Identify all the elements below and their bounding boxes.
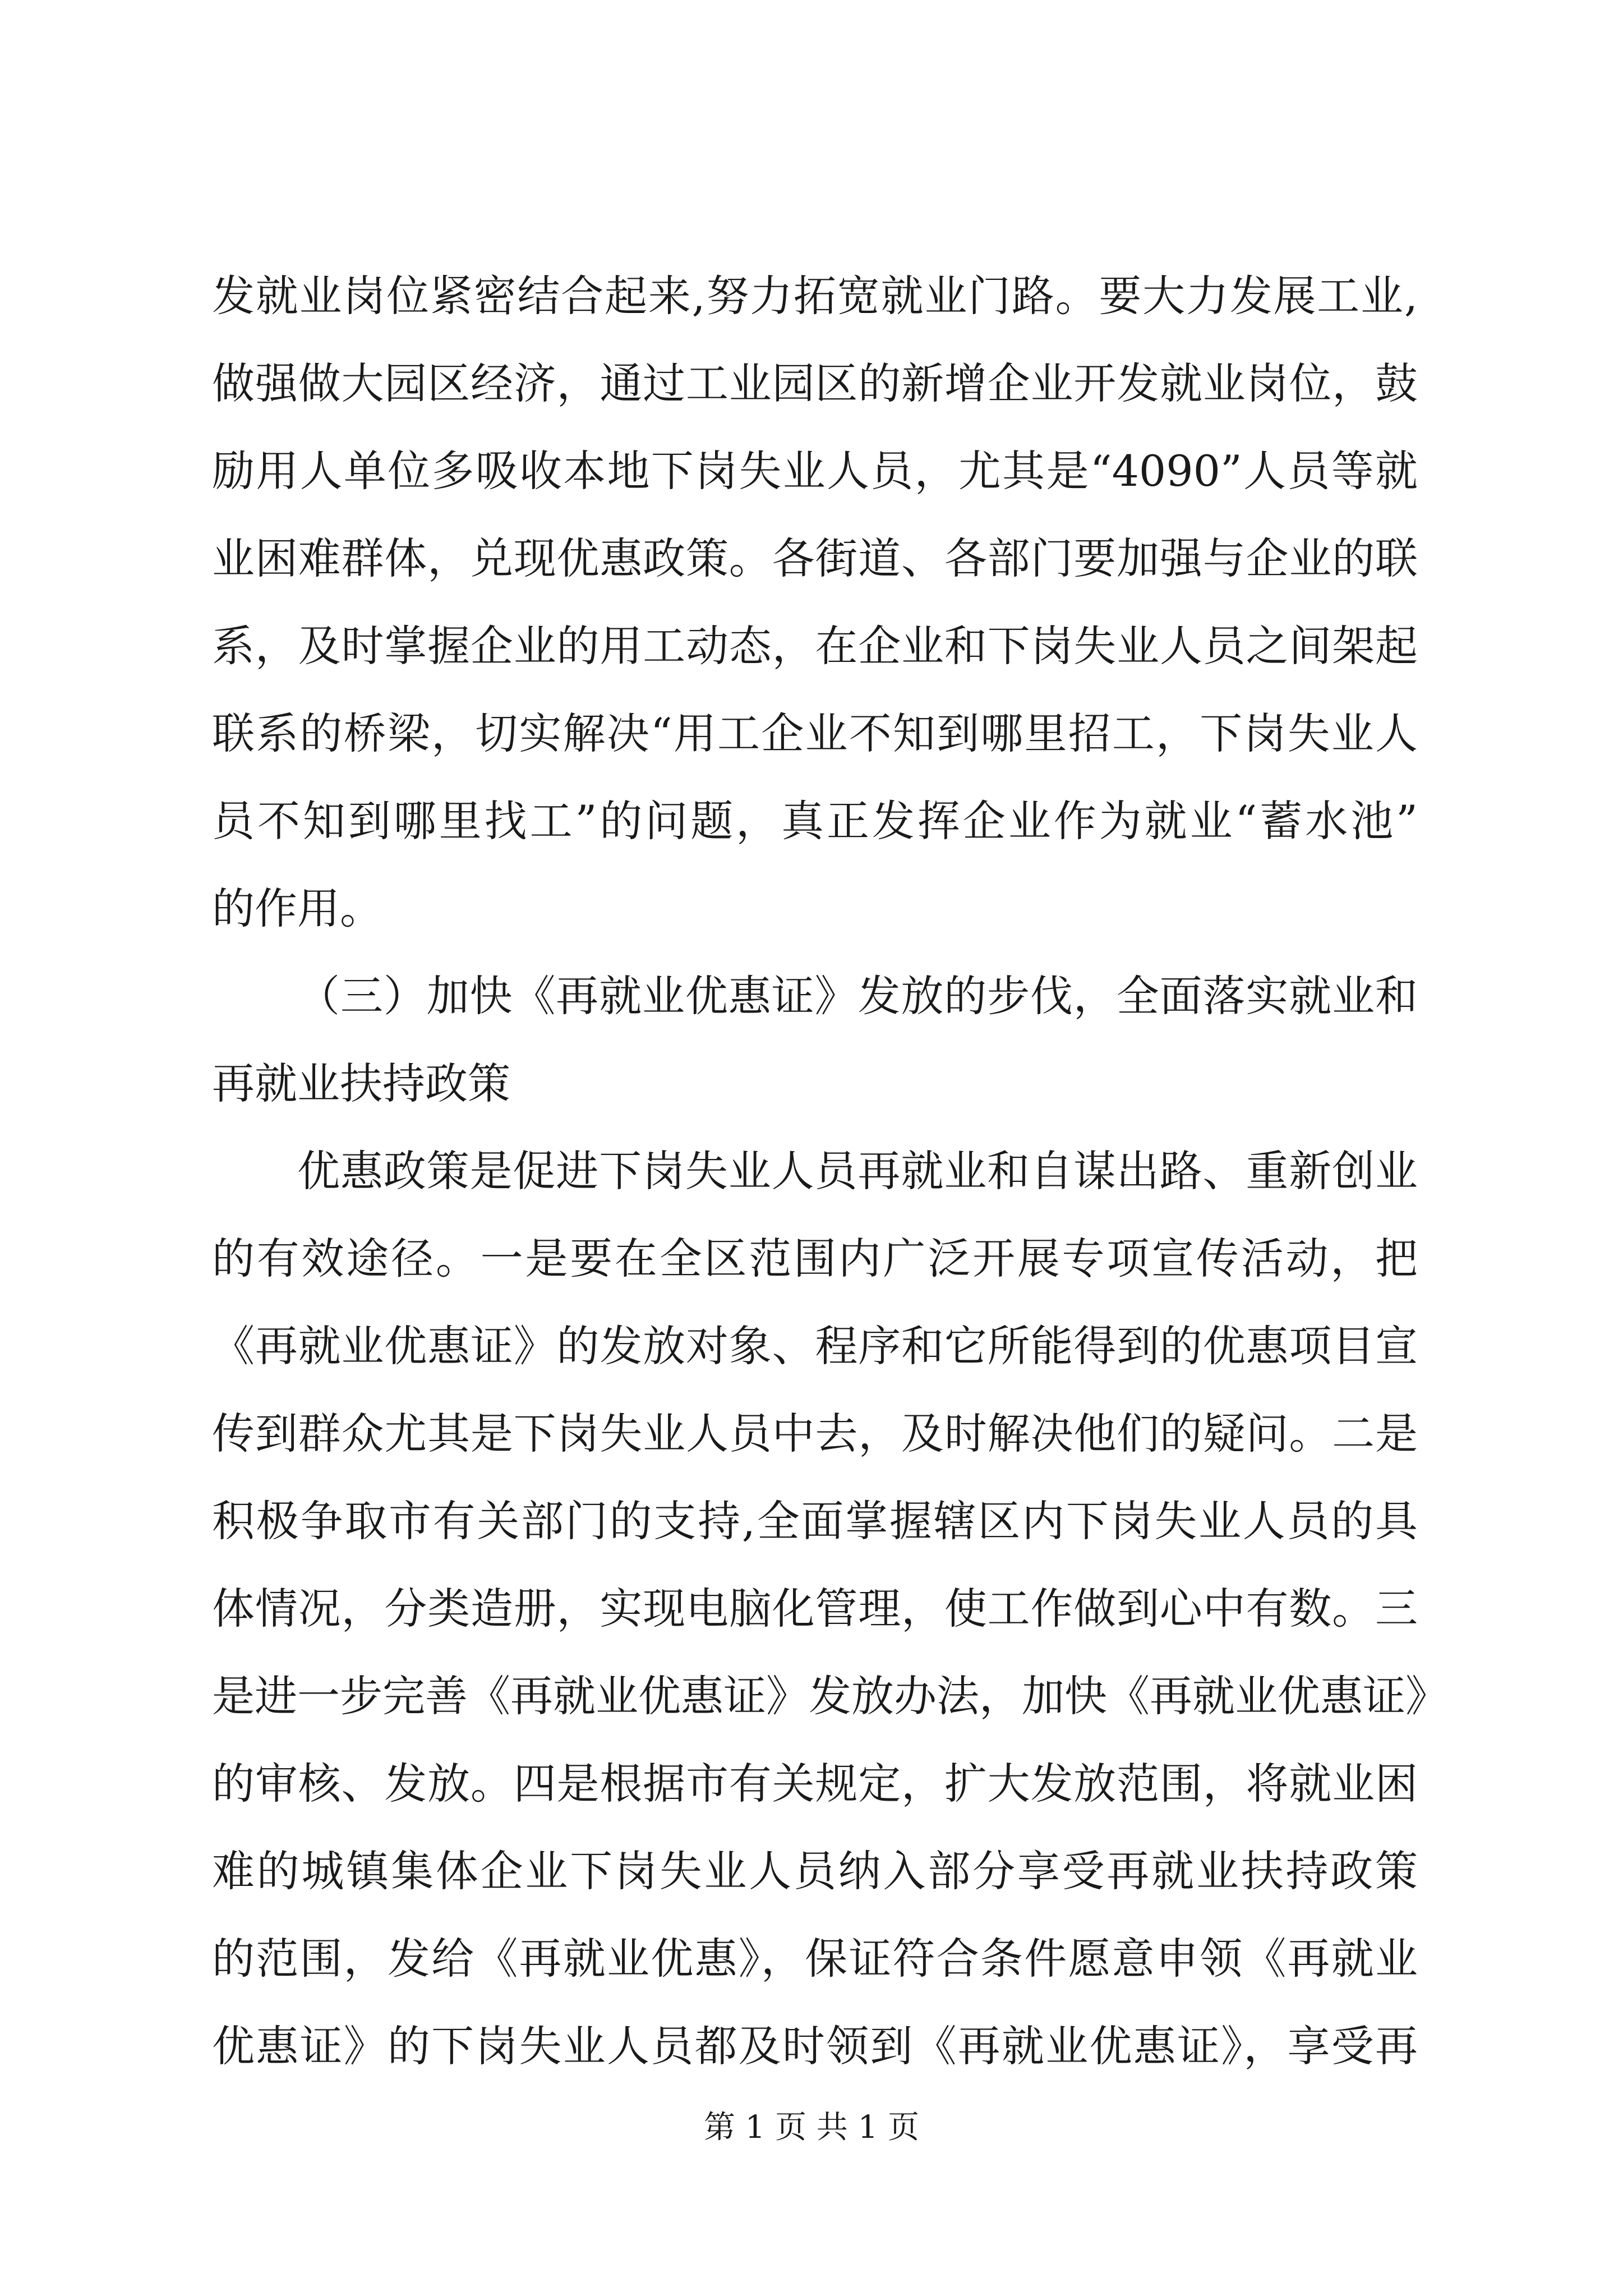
text-line: 业困难群体，兑现优惠政策。各街道、各部门要加强与企业的联: [212, 533, 1418, 583]
text-line: 发就业岗位紧密结合起来,努力拓宽就业门路。要大力发展工业,: [212, 271, 1418, 321]
text-line: 是进一步完善《再就业优惠证》发放办法，加快《再就业优惠证》: [212, 1671, 1448, 1721]
text-line: 的有效途径。一是要在全区范围内广泛开展专项宣传活动，把: [212, 1234, 1418, 1283]
text-line: 优惠政策是促进下岗失业人员再就业和自谋出路、重新创业: [297, 1146, 1418, 1196]
text-line: 传到群众尤其是下岗失业人员中去，及时解决他们的疑问。二是: [212, 1409, 1418, 1458]
text-line: 励用人单位多吸收本地下岗失业人员，尤其是“4090”人员等就: [212, 446, 1418, 496]
text-line: 再就业扶持政策: [212, 1059, 510, 1108]
text-line: 的作用。: [212, 884, 382, 933]
text-line: 联系的桥梁，切实解决“用工企业不知到哪里招工，下岗失业人: [212, 708, 1418, 758]
text-line: 优惠证》的下岗失业人员都及时领到《再就业优惠证》，享受再: [212, 2021, 1418, 2071]
text-line: 积极争取市有关部门的支持,全面掌握辖区内下岗失业人员的具: [212, 1496, 1418, 1546]
text-line: 《再就业优惠证》的发放对象、程序和它所能得到的优惠项目宣: [212, 1321, 1418, 1371]
text-line: 系，及时掌握企业的用工动态，在企业和下岗失业人员之间架起: [212, 621, 1418, 671]
body-text: [212, 252, 1448, 2090]
page-footer: 第 1 页 共 1 页: [703, 2109, 920, 2146]
text-line: 做强做大园区经济，通过工业园区的新增企业开发就业岗位，鼓: [212, 358, 1418, 408]
text-line: 的范围，发给《再就业优惠》，保证符合条件愿意申领《再就业: [212, 1934, 1418, 1984]
text-line: 体情况，分类造册，实现电脑化管理，使工作做到心中有数。三: [212, 1584, 1418, 1634]
text-line: 的审核、发放。四是根据市有关规定，扩大发放范围，将就业困: [212, 1759, 1418, 1809]
text-line: 员不知到哪里找工”的问题，真正发挥企业作为就业“蓄水池”: [212, 796, 1418, 846]
text-line: 难的城镇集体企业下岗失业人员纳入部分享受再就业扶持政策: [212, 1846, 1418, 1896]
text-line: （三）加快《再就业优惠证》发放的步伐，全面落实就业和: [297, 971, 1418, 1021]
